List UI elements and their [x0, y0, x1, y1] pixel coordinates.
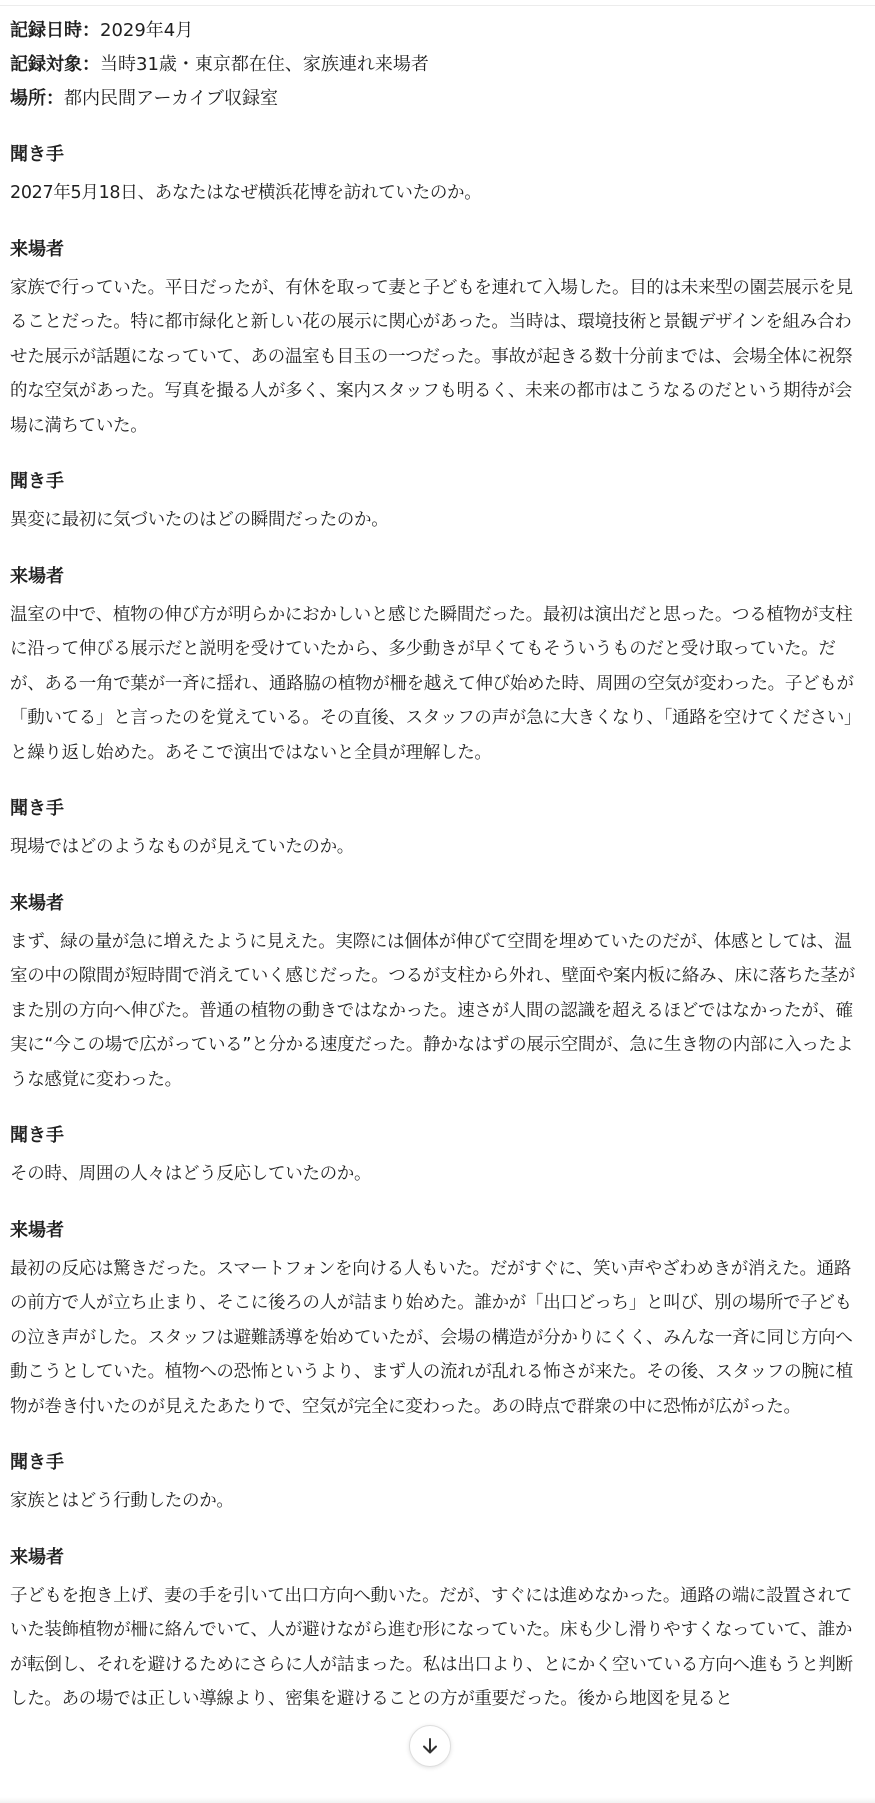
- record-place: [10, 82, 860, 116]
- dialogue-text: 2027年5月18日、あなたはなぜ横浜花博を訪れていたのか。: [10, 183, 482, 203]
- speaker-label: 来場者: [10, 892, 64, 914]
- record-date-value: 2029年4月: [100, 20, 194, 41]
- dialogue-block: [10, 887, 860, 1098]
- record-subject: [10, 48, 860, 82]
- dialogue-text: 現場ではどのようなものが見えていたのか。: [10, 837, 354, 857]
- record-subject-label: 記録対象：: [10, 54, 100, 75]
- dialogue-block: [10, 560, 860, 771]
- speaker-label: 来場者: [10, 1546, 64, 1568]
- transcript-document: [10, 14, 860, 1739]
- dialogue-block: [10, 138, 860, 211]
- dialogue-block: [10, 792, 860, 865]
- speaker-label: 来場者: [10, 1219, 64, 1241]
- dialogue-text: 子どもを抱き上げ、妻の手を引いて出口方向へ動いた。だが、すぐには進めなかった。通路の端に設置されていた装飾植物が柵に絡んでいて、人が避けながら進む形になっていた。床も少し滑りやすくなっていて、誰かが転倒し、それを避けるためにさらに人が詰まった。私は出口より、とにかく空いている方向へ進もうと判断した。あの場では正しい導線より、密集を避けることの方が重要だった。後から地図を見ると: [10, 1585, 853, 1709]
- dialogue-text: 最初の反応は驚きだった。スマートフォンを向ける人もいた。だがすぐに、笑い声やざわめきが消えた。通路の前方で人が立ち止まり、そこに後ろの人が詰まり始めた。誰かが「出口どっち」と叫び、別の場所で子どもの泣き声がした。スタッフは避難誘導を始めていたが、会場の構造が分かりにくく、みんな一斉に同じ方向へ動こうとしていた。植物への恐怖というより、まず人の流れが乱れる怖さが来た。その後、スタッフの腕に植物が巻き付いたのが見えたあたりで、空気が完全に変わった。あの時点で群衆の中に恐怖が広がった。: [10, 1258, 853, 1417]
- bottom-edge: [0, 1797, 875, 1803]
- speaker-label: 聞き手: [10, 1452, 64, 1473]
- speaker-label: 聞き手: [10, 471, 64, 492]
- arrow-down-icon: [421, 1737, 439, 1755]
- dialogue-text: まず、緑の量が急に増えたように見えた。実際には個体が伸びて空間を埋めていたのだが、体感としては、温室の中の隙間が短時間で消えていく感じだった。つるが支柱から外れ、壁面や案内板に絡み、床に落ちた茎がまた別の方向へ伸びた。普通の植物の動きではなかった。速さが人間の認識を超えるほどではなかったが、確実に“今この場で広がっている”と分かる速度だった。静かなはずの展示空間が、急に生き物の内部に入ったような感覚に変わった。: [10, 931, 855, 1090]
- top-divider: [0, 5, 875, 6]
- dialogue-text: 温室の中で、植物の伸び方が明らかにおかしいと感じた瞬間だった。最初は演出だと思った。つる植物が支柱に沿って伸びる展示だと説明を受けていたから、多少動きが早くてもそういうものだと受け取っていた。だが、ある一角で葉が一斉に揺れ、通路脇の植物が柵を越えて伸び始めた時、周囲の空気が変わった。子どもが「動いてる」と言ったのを覚えている。その直後、スタッフの声が急に大きくなり、「通路を空けてください」と繰り返し始めた。あそこで演出ではないと全員が理解した。: [10, 604, 854, 763]
- dialogue-block: [10, 1446, 860, 1519]
- record-date-label: 記録日時：: [10, 20, 100, 41]
- record-place-label: 場所：: [10, 88, 64, 109]
- record-date: [10, 14, 860, 48]
- dialogue-block: [10, 465, 860, 538]
- dialogue-block: [10, 1119, 860, 1192]
- speaker-label: 来場者: [10, 238, 64, 260]
- speaker-label: 聞き手: [10, 144, 64, 165]
- dialogue-block: [10, 1541, 860, 1717]
- dialogue-text: 家族で行っていた。平日だったが、有休を取って妻と子どもを連れて入場した。目的は未来型の園芸展示を見ることだった。特に都市緑化と新しい花の展示に関心があった。当時は、環境技術と景観デザインを組み合わせた展示が話題になっていて、あの温室も目玉の一つだった。事故が起きる数十分前までは、会場全体に祝祭的な空気があった。写真を撮る人が多く、案内スタッフも明るく、未来の都市はこうなるのだという期待が会場に満ちていた。: [10, 277, 853, 436]
- scroll-to-bottom-button[interactable]: [409, 1725, 451, 1767]
- dialogue-text: 異変に最初に気づいたのはどの瞬間だったのか。: [10, 510, 389, 530]
- record-place-value: 都内民間アーカイブ収録室: [64, 88, 279, 109]
- dialogue-block: [10, 1214, 860, 1425]
- speaker-label: 聞き手: [10, 798, 64, 819]
- dialogue-text: 家族とはどう行動したのか。: [10, 1491, 234, 1511]
- record-subject-value: 当時31歳・東京都在住、家族連れ来場者: [100, 54, 429, 75]
- dialogue-text: その時、周囲の人々はどう反応していたのか。: [10, 1164, 372, 1184]
- dialogue-block: [10, 233, 860, 444]
- speaker-label: 聞き手: [10, 1125, 64, 1146]
- speaker-label: 来場者: [10, 565, 64, 587]
